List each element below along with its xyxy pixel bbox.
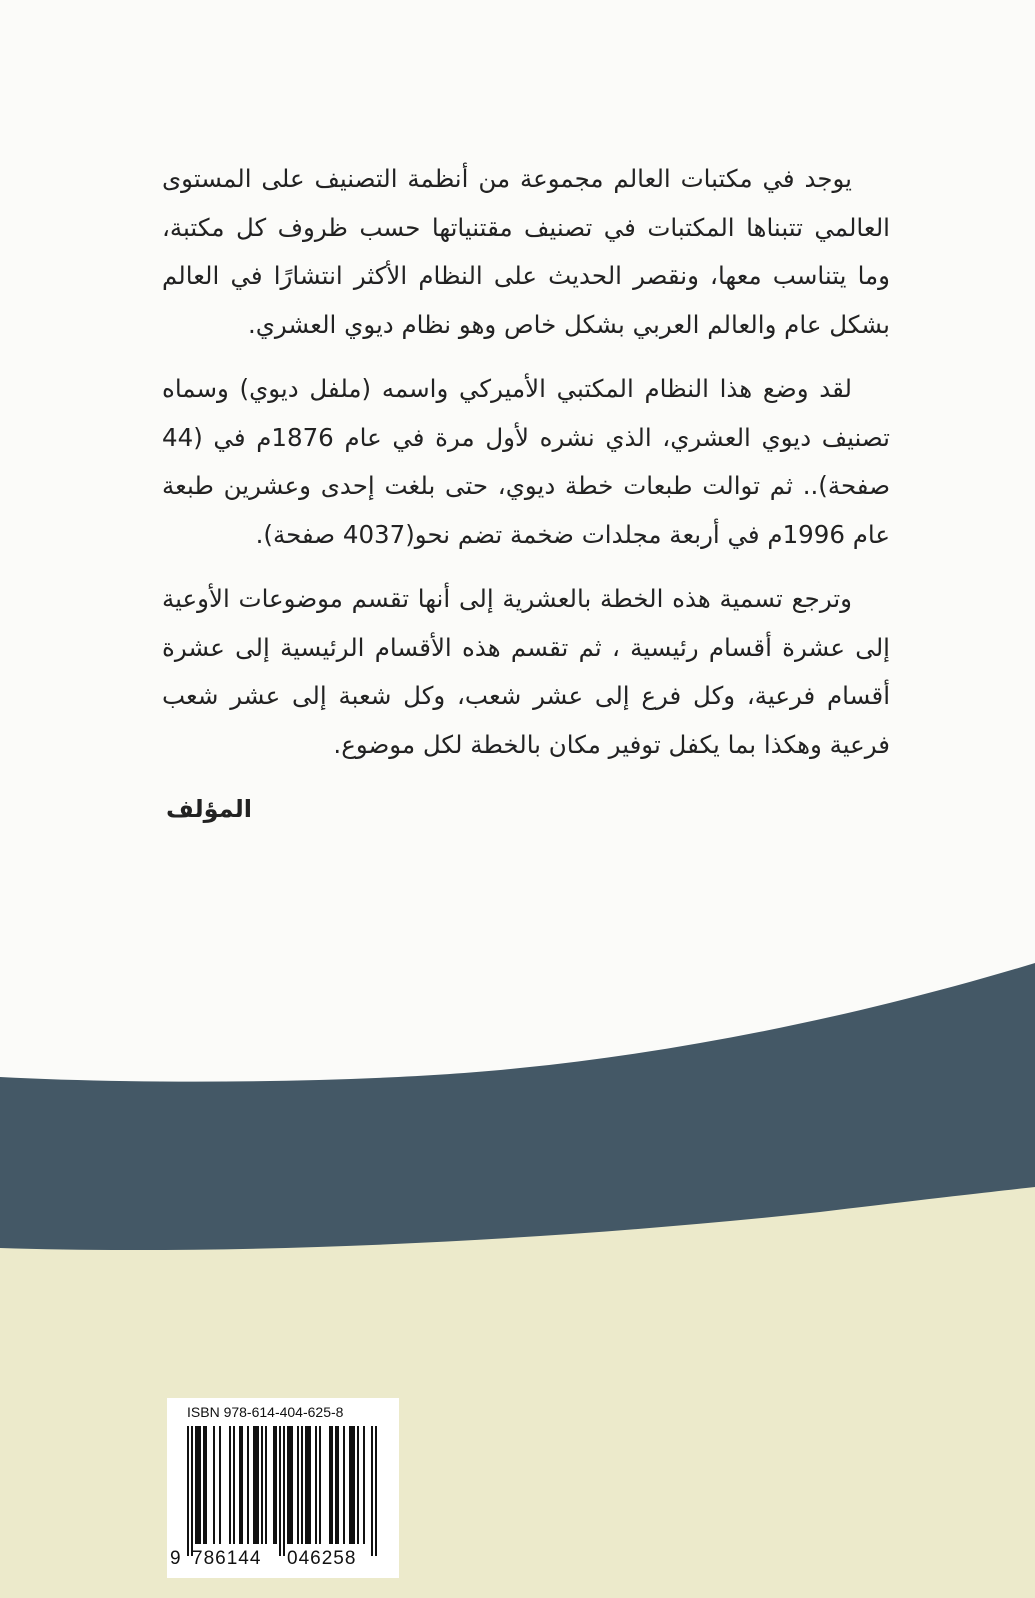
- barcode-guard-bar: [375, 1426, 377, 1556]
- barcode-guard-bar: [191, 1426, 193, 1556]
- barcode-bar: [203, 1426, 205, 1544]
- barcode-bar: [291, 1426, 293, 1544]
- barcode-bar: [319, 1426, 321, 1544]
- barcode-bar: [363, 1426, 365, 1544]
- barcode-bar: [265, 1426, 267, 1544]
- barcode-bar: [229, 1426, 231, 1544]
- barcode-bar: [331, 1426, 333, 1544]
- barcode-bar: [199, 1426, 201, 1544]
- barcode-bar: [301, 1426, 303, 1544]
- paragraph-3: وترجع تسمية هذه الخطة بالعشرية إلى أنها تقسم موضوعات الأوعية إلى عشرة أقسام رئيسية ، ثم تقسم هذه الأقسام الرئيسية إلى عشرة أقسام فرعية، وكل فرع إلى عشر شعب، وكل شعبة إلى عشر شعب فرعية وهكذا بما يكفل توفير مكان بالخطة لكل موضوع.: [162, 584, 890, 759]
- barcode-bar: [335, 1426, 337, 1544]
- barcode-guard-bar: [283, 1426, 285, 1556]
- barcode-bar: [219, 1426, 221, 1544]
- barcode-bar: [343, 1426, 345, 1544]
- barcode-bar: [329, 1426, 331, 1544]
- barcode-bar: [197, 1426, 199, 1544]
- barcode-bar: [353, 1426, 355, 1544]
- barcode-bar: [289, 1426, 291, 1544]
- barcode-bar: [337, 1426, 339, 1544]
- barcode-bar: [357, 1426, 359, 1544]
- barcode-bar: [241, 1426, 243, 1544]
- barcode-bar: [253, 1426, 255, 1544]
- barcode-bar: [309, 1426, 311, 1544]
- author-signature: المؤلف: [166, 795, 252, 823]
- barcode-bar: [287, 1426, 289, 1544]
- barcode-bar: [261, 1426, 263, 1544]
- barcode-bar: [239, 1426, 241, 1544]
- barcode-bar: [349, 1426, 351, 1544]
- barcode-bar: [213, 1426, 215, 1544]
- barcode-bar: [195, 1426, 197, 1544]
- barcode-bar: [307, 1426, 309, 1544]
- isbn-barcode: [167, 1398, 399, 1578]
- isbn-label: ISBN 978-614-404-625-8: [187, 1404, 344, 1420]
- blurb-text: [162, 155, 890, 834]
- barcode-bar: [255, 1426, 257, 1544]
- barcode-bar: [257, 1426, 259, 1544]
- paragraph-1: يوجد في مكتبات العالم مجموعة من أنظمة التصنيف على المستوى العالمي تتبناها المكتبات في تصنيف مقتنياتها حسب ظروف كل مكتبة، وما يتناسب معها، ونقصر الحديث على النظام الأكثر انتشارًا في العالم بشكل عام والعالم العربي بشكل خاص وهو نظام ديوي العشري.: [162, 164, 890, 339]
- barcode-bar: [315, 1426, 317, 1544]
- barcode-bar: [273, 1426, 275, 1544]
- barcode-bar: [205, 1426, 207, 1544]
- barcode-guard-bar: [187, 1426, 189, 1556]
- barcode-bar: [351, 1426, 353, 1544]
- barcode-guard-bar: [279, 1426, 281, 1556]
- barcode-bar: [297, 1426, 299, 1544]
- barcode-digit-lead: 9: [170, 1548, 182, 1569]
- barcode-digits-left: 786144: [192, 1548, 262, 1569]
- barcode-bar: [233, 1426, 235, 1544]
- barcode-bar: [305, 1426, 307, 1544]
- paragraph-2: لقد وضع هذا النظام المكتبي الأميركي واسمه (ملفل ديوي) وسماه تصنيف ديوي العشري، الذي نشره لأول مرة في عام 1876م في (44 صفحة).. ثم توالت طبعات خطة ديوي، حتى بلغت إحدى وعشرين طبعة عام 1996م في أربعة مجلدات ضخمة تضم نحو(4037 صفحة).: [162, 374, 890, 549]
- barcode-guard-bar: [371, 1426, 373, 1556]
- barcode-digits-right: 046258: [287, 1548, 357, 1569]
- barcode-bar: [247, 1426, 249, 1544]
- barcode-bar: [275, 1426, 277, 1544]
